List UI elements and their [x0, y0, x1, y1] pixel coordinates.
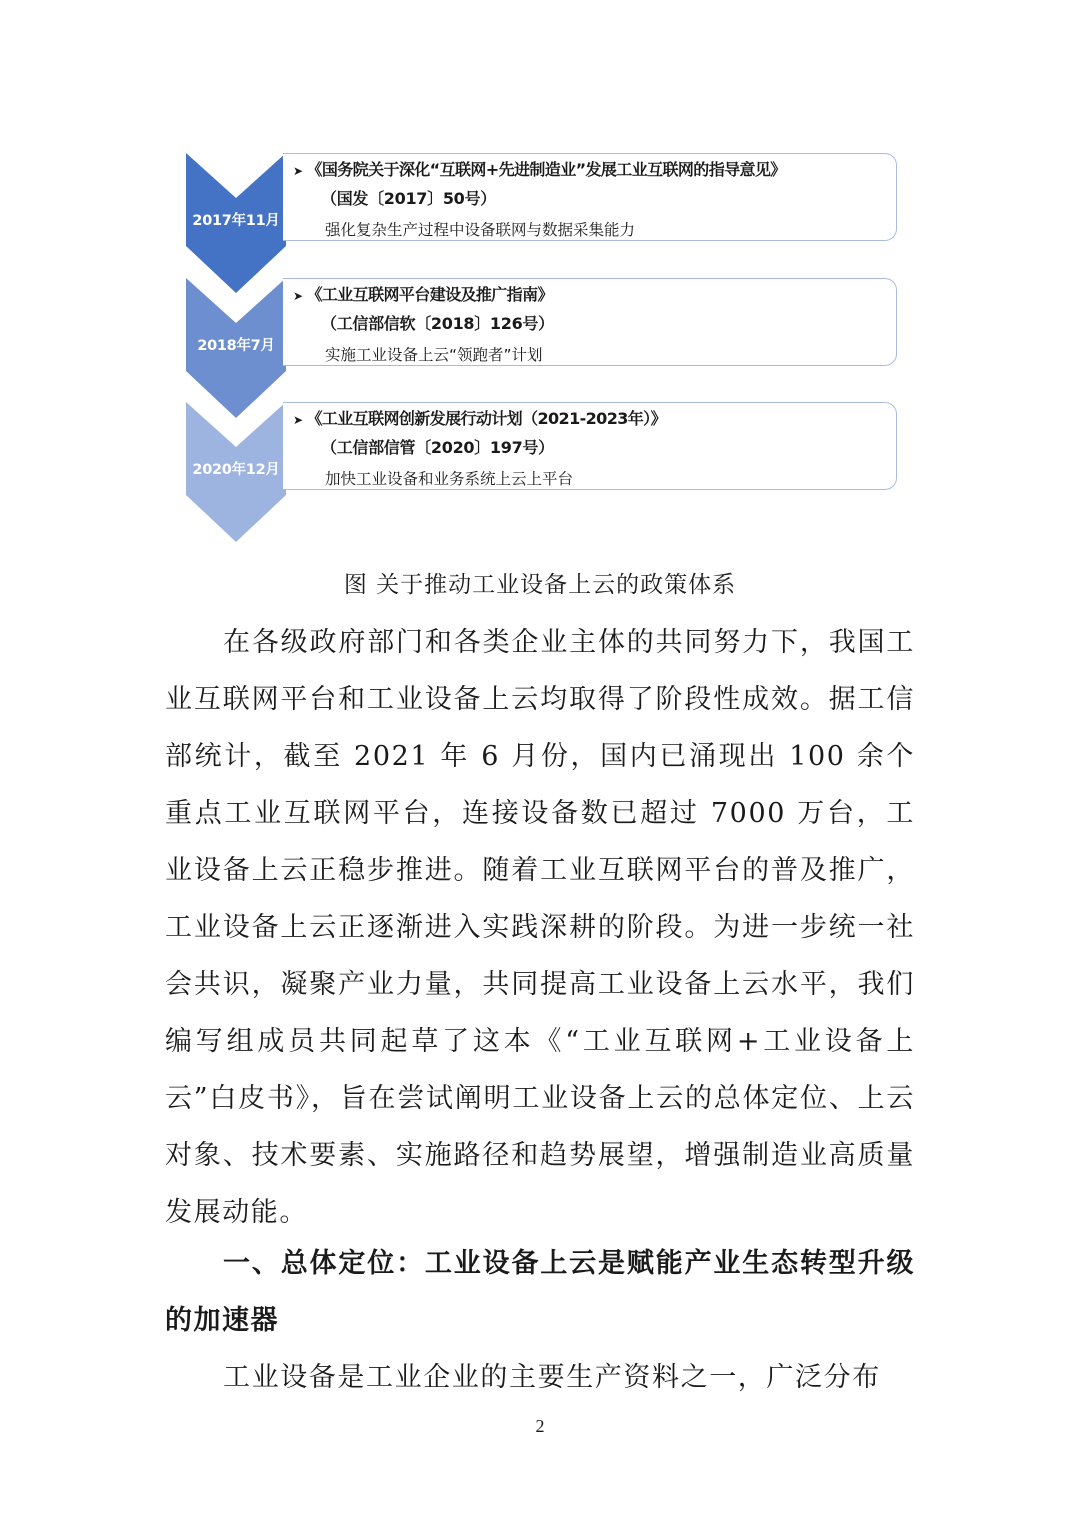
timeline-date: 2017年11月 — [192, 213, 280, 229]
policy-title: ➤ 《国务院关于深化“互联网+先进制造业”发展工业互联网的指导意见》 — [293, 160, 786, 179]
timeline-date: 2018年7月 — [197, 338, 275, 354]
body-paragraph: 在各级政府部门和各类企业主体的共同努力下，我国工业互联网平台和工业设备上云均取得了阶段性成效。据工信部统计，截至 2021 年 6 月份，国内已涌现出 100 余个重点工业互联网平台，连接设备数已超过 7000 万台，工业设备上云正稳步推进。随着工业互联网平台的普及推广，工业设备上云正逐渐进入实践深耕的阶段。为进一步统一社会共识，凝聚产业力量，共同提高工业设备上云水平，我们编写组成员共同起草了这本《“工业互联网+工业设备上云”白皮书》，旨在尝试阐明工业设备上云的总体定位、上云对象、技术要素、实施路径和趋势展望，增强制造业高质量发展动能。 — [165, 627, 915, 1228]
policy-doc-number: （工信部信软〔2018〕126号） — [321, 314, 554, 333]
policy-description: 强化复杂生产过程中设备联网与数据采集能力 — [325, 221, 636, 239]
triangle-bullet-icon: ➤ — [293, 413, 303, 427]
policy-box — [283, 153, 897, 241]
section-heading: 一、总体定位：工业设备上云是赋能产业生态转型升级的加速器 — [165, 1248, 915, 1336]
policy-doc-number: （国发〔2017〕50号） — [321, 189, 496, 208]
triangle-bullet-icon: ➤ — [293, 164, 303, 178]
policy-box — [283, 402, 897, 490]
timeline-item-2017 — [186, 153, 900, 293]
body-paragraph: 工业设备是工业企业的主要生产资料之一，广泛分布 — [223, 1362, 881, 1393]
policy-box — [283, 278, 897, 366]
triangle-bullet-icon: ➤ — [293, 289, 303, 303]
page-number: 2 — [535, 1416, 545, 1436]
policy-title: ➤ 《工业互联网创新发展行动计划（2021-2023年）》 — [293, 409, 666, 428]
timeline-date: 2020年12月 — [192, 462, 280, 478]
policy-doc-number: （工信部信管〔2020〕197号） — [321, 438, 554, 457]
policy-title: ➤ 《工业互联网平台建设及推广指南》 — [293, 285, 553, 304]
figure-caption: 图 关于推动工业设备上云的政策体系 — [343, 572, 737, 598]
policy-description: 加快工业设备和业务系统上云上平台 — [325, 470, 574, 488]
timeline-item-2020 — [186, 402, 900, 542]
policy-description: 实施工业设备上云“领跑者”计划 — [325, 346, 543, 364]
timeline-item-2018 — [186, 278, 900, 418]
